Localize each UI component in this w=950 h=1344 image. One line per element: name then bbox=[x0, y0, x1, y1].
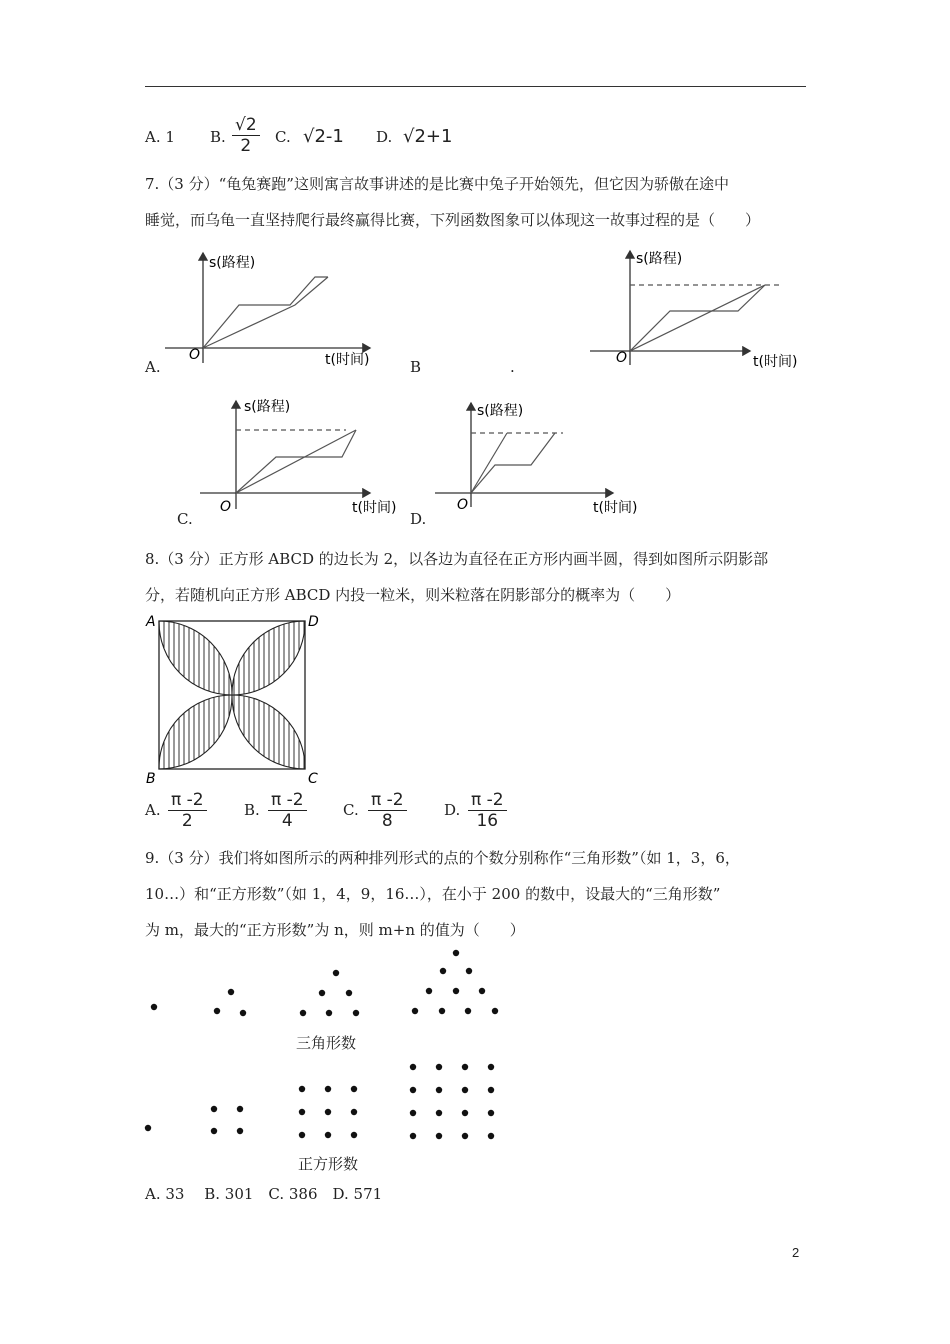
graph-c-y-label: s(路程) bbox=[244, 399, 291, 415]
q9-text-line3: 为 m，最大的“正方形数”为 n，则 m+n 的值为（ ） bbox=[145, 921, 525, 939]
q8-d-denominator: 16 bbox=[476, 811, 499, 831]
dot bbox=[462, 1110, 468, 1116]
graph-a bbox=[165, 245, 390, 370]
q6-option-c-label: C. bbox=[275, 128, 291, 146]
dot bbox=[436, 1087, 442, 1093]
q9-text-line1: 9.（3 分）我们将如图所示的两种排列形式的点的个数分别称作“三角形数”（如 1，3，6， bbox=[145, 849, 740, 867]
graph-a-origin: O bbox=[189, 347, 201, 363]
dot bbox=[436, 1133, 442, 1139]
petal-bottom-left bbox=[159, 695, 232, 769]
q6-option-d-expr: √2+1 bbox=[403, 126, 453, 147]
dot bbox=[439, 1008, 445, 1014]
q7-text-line2: 睡觉，而乌龟一直坚持爬行最终赢得比赛，下列函数图象可以体现这一故事过程的是（ ） bbox=[145, 211, 761, 229]
square-number-figures bbox=[145, 1064, 494, 1139]
graph-d-y-label: s(路程) bbox=[477, 403, 524, 419]
q6-b-denominator: 2 bbox=[240, 136, 252, 156]
dot bbox=[299, 1086, 305, 1092]
dot bbox=[228, 989, 234, 995]
dot bbox=[466, 968, 472, 974]
page-number: 2 bbox=[792, 1245, 800, 1260]
q8-option-c-label: C. bbox=[343, 801, 359, 819]
corner-a: A bbox=[146, 614, 156, 630]
dot bbox=[300, 1010, 306, 1016]
dot bbox=[325, 1132, 331, 1138]
q7-label-d: D. bbox=[410, 510, 427, 528]
corner-c: C bbox=[308, 771, 318, 786]
dot bbox=[211, 1128, 217, 1134]
dot bbox=[353, 1010, 359, 1016]
q8-c-numerator: π -2 bbox=[368, 790, 407, 811]
q6-option-b-fraction bbox=[232, 115, 260, 156]
header-rule bbox=[145, 86, 806, 87]
dot bbox=[151, 1004, 157, 1010]
graph-b-tortoise-line bbox=[630, 285, 765, 351]
petal-top-right bbox=[232, 621, 305, 695]
q7-label-b-dot: . bbox=[510, 358, 515, 376]
graph-c-x-label: t(时间) bbox=[352, 500, 397, 516]
q9-options: A. 33 B. 301 C. 386 D. 571 bbox=[145, 1185, 383, 1203]
q8-option-b-fraction bbox=[268, 790, 307, 831]
dot bbox=[145, 1125, 151, 1131]
dot bbox=[410, 1087, 416, 1093]
dot bbox=[462, 1064, 468, 1070]
graph-a-tortoise-line bbox=[203, 277, 328, 348]
q8-option-a-label: A. bbox=[145, 801, 161, 819]
graph-d-origin: O bbox=[457, 497, 469, 513]
triangle-number-figures bbox=[151, 950, 498, 1016]
q7-label-b: B bbox=[410, 358, 422, 376]
graph-d-x-label: t(时间) bbox=[593, 500, 638, 516]
q8-b-numerator: π -2 bbox=[268, 790, 307, 811]
q8-option-d-label: D. bbox=[444, 801, 461, 819]
dot bbox=[299, 1109, 305, 1115]
q6-option-d-label: D. bbox=[376, 128, 393, 146]
dot bbox=[211, 1106, 217, 1112]
q9-text-line2: 10…）和“正方形数”（如 1，4，9，16…），在小于 200 的数中，设最大的“三角形数” bbox=[145, 885, 721, 903]
q8-option-d-fraction bbox=[468, 790, 507, 831]
dot bbox=[326, 1010, 332, 1016]
dot bbox=[488, 1133, 494, 1139]
dot bbox=[479, 988, 485, 994]
dot bbox=[325, 1109, 331, 1115]
q8-option-a-fraction bbox=[168, 790, 207, 831]
dot bbox=[346, 990, 352, 996]
dot bbox=[214, 1008, 220, 1014]
petal-top-left bbox=[159, 621, 232, 695]
graph-a-rabbit-line bbox=[203, 277, 328, 348]
dot bbox=[351, 1132, 357, 1138]
dot bbox=[410, 1110, 416, 1116]
dot bbox=[325, 1086, 331, 1092]
q8-a-denominator: 2 bbox=[181, 811, 193, 831]
dot bbox=[319, 990, 325, 996]
dot bbox=[351, 1109, 357, 1115]
dot bbox=[240, 1010, 246, 1016]
q6-option-a: A. 1 bbox=[145, 128, 175, 146]
dot bbox=[453, 988, 459, 994]
dot bbox=[333, 970, 339, 976]
graph-a-y-label: s(路程) bbox=[209, 255, 256, 271]
dot bbox=[488, 1110, 494, 1116]
dot bbox=[426, 988, 432, 994]
q7-label-c: C. bbox=[177, 510, 193, 528]
dot bbox=[462, 1087, 468, 1093]
q8-option-c-fraction bbox=[368, 790, 407, 831]
graph-d-tortoise-line bbox=[471, 433, 555, 493]
corner-b: B bbox=[146, 771, 156, 786]
dot bbox=[465, 1008, 471, 1014]
dot bbox=[299, 1132, 305, 1138]
q6-option-c-expr: √2-1 bbox=[303, 126, 344, 147]
dot bbox=[237, 1106, 243, 1112]
q6-option-b-label: B. bbox=[210, 128, 226, 146]
square-number-label: 正方形数 bbox=[298, 1155, 359, 1173]
graph-c-origin: O bbox=[220, 499, 232, 515]
dot bbox=[237, 1128, 243, 1134]
q8-c-denominator: 8 bbox=[381, 811, 393, 831]
graph-b-x-label: t(时间) bbox=[753, 354, 798, 370]
q8-b-denominator: 4 bbox=[281, 811, 293, 831]
dot bbox=[351, 1086, 357, 1092]
dot bbox=[453, 950, 459, 956]
q7-label-a: A. bbox=[145, 358, 161, 376]
dot bbox=[440, 968, 446, 974]
dot bbox=[492, 1008, 498, 1014]
square-abcd-figure bbox=[143, 611, 328, 786]
q8-d-numerator: π -2 bbox=[468, 790, 507, 811]
dot bbox=[462, 1133, 468, 1139]
q8-text-line2: 分，若随机向正方形 ABCD 内投一粒米，则米粒落在阴影部分的概率为（ ） bbox=[145, 586, 681, 604]
q8-text-line1: 8.（3 分）正方形 ABCD 的边长为 2，以各边为直径在正方形内画半圆，得到如图所示阴影部 bbox=[145, 550, 769, 568]
graph-b-origin: O bbox=[616, 350, 628, 366]
q8-option-b-label: B. bbox=[244, 801, 260, 819]
graph-c bbox=[200, 393, 410, 523]
graph-a-x-label: t(时间) bbox=[325, 352, 370, 368]
triangle-number-label: 三角形数 bbox=[296, 1034, 357, 1052]
q7-text-line1: 7.（3 分）“龟兔赛跑”这则寓言故事讲述的是比赛中兔子开始领先，但它因为骄傲在途中 bbox=[145, 175, 729, 193]
dot bbox=[436, 1110, 442, 1116]
dot bbox=[412, 1008, 418, 1014]
q6-b-numerator: √2 bbox=[232, 115, 260, 136]
graph-b bbox=[590, 243, 815, 373]
dot bbox=[488, 1064, 494, 1070]
petal-bottom-right bbox=[232, 695, 305, 769]
q8-a-numerator: π -2 bbox=[168, 790, 207, 811]
graph-c-tortoise-line bbox=[236, 430, 356, 493]
dot bbox=[410, 1064, 416, 1070]
corner-d: D bbox=[308, 614, 319, 630]
graph-b-y-label: s(路程) bbox=[636, 251, 683, 267]
dot bbox=[410, 1133, 416, 1139]
graph-d bbox=[435, 395, 650, 523]
dot bbox=[488, 1087, 494, 1093]
graph-d-rabbit-line bbox=[471, 433, 507, 493]
dot bbox=[436, 1064, 442, 1070]
